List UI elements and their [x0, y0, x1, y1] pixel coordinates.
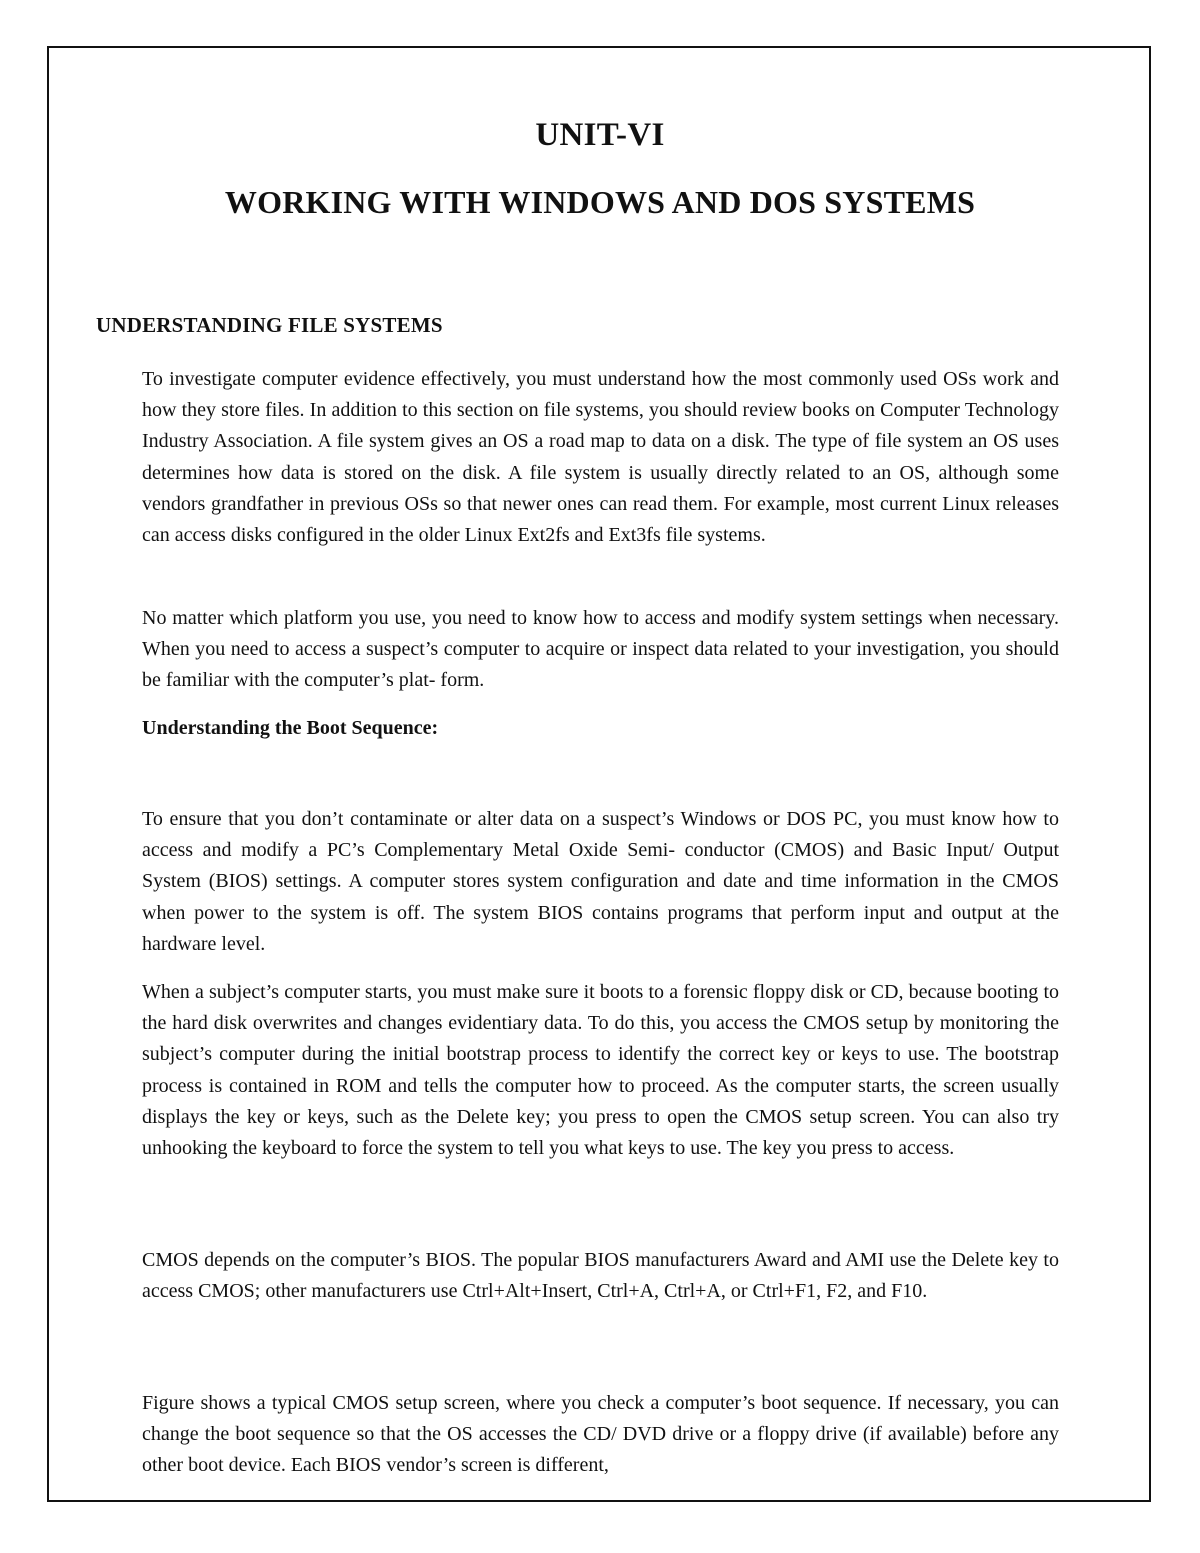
- unit-title: UNIT-VI: [535, 117, 665, 153]
- paragraph-forensic-boot: When a subject’s computer starts, you must make sure it boots to a forensic floppy disk or CD, because booting to the hard disk overwrites and changes evidentiary data. To do this, you access the CMOS setup by monitoring the subject’s computer during the initial bootstrap process to identify the correct key or keys to use. The bootstrap process is contained in ROM and tells the computer how to proceed. As the computer starts, the screen usually displays the key or keys, such as the Delete key; you press to open the CMOS setup screen. You can also try unhooking the keyboard to force the system to tell you what keys to use. The key you press to access.: [142, 981, 1059, 1160]
- paragraph-cmos-bios: To ensure that you don’t contaminate or alter data on a suspect’s Windows or DOS PC, you must know how to access and modify a PC’s Complementary Metal Oxide Semi- conductor (CMOS) and Basic Input/ Output System (BIOS) settings. A computer stores system configuration and date and time information in the CMOS when power to the system is off. The system BIOS contains programs that perform input and output at the hardware level.: [142, 808, 1059, 955]
- section-heading: UNDERSTANDING FILE SYSTEMS: [96, 313, 443, 337]
- paragraph-platform-settings: No matter which platform you use, you need to know how to access and modify system settings when necessary. When you need to access a suspect’s computer to acquire or inspect data related to your investigation, you should be familiar with the computer’s plat- form.: [142, 607, 1059, 692]
- paragraph-file-systems-intro: To investigate computer evidence effectively, you must understand how the most commonly used OSs work and how they store files. In addition to this section on file systems, you should review books on Computer Technology Industry Association. A file system gives an OS a road map to data on a disk. The type of file system an OS uses determines how data is stored on the disk. A file system is usually directly related to an OS, although some vendors grandfather in previous OSs so that newer ones can read them. For example, most current Linux releases can access disks configured in the older Linux Ext2fs and Ext3fs file systems.: [142, 368, 1059, 547]
- paragraph-cmos-keys: CMOS depends on the computer’s BIOS. The popular BIOS manufacturers Award and AMI use the Delete key to access CMOS; other manufacturers use Ctrl+Alt+Insert, Ctrl+A, Ctrl+A, or Ctrl+F1, F2, and F10.: [142, 1249, 1059, 1303]
- boot-sequence-subheading: Understanding the Boot Sequence:: [142, 717, 439, 739]
- main-title: WORKING WITH WINDOWS AND DOS SYSTEMS: [224, 184, 976, 220]
- paragraph-boot-order: Figure shows a typical CMOS setup screen, where you check a computer’s boot sequence. If necessary, you can change the boot sequence so that the OS accesses the CD/ DVD drive or a floppy drive (if available) before any other boot device. Each BIOS vendor’s screen is different,: [142, 1392, 1059, 1477]
